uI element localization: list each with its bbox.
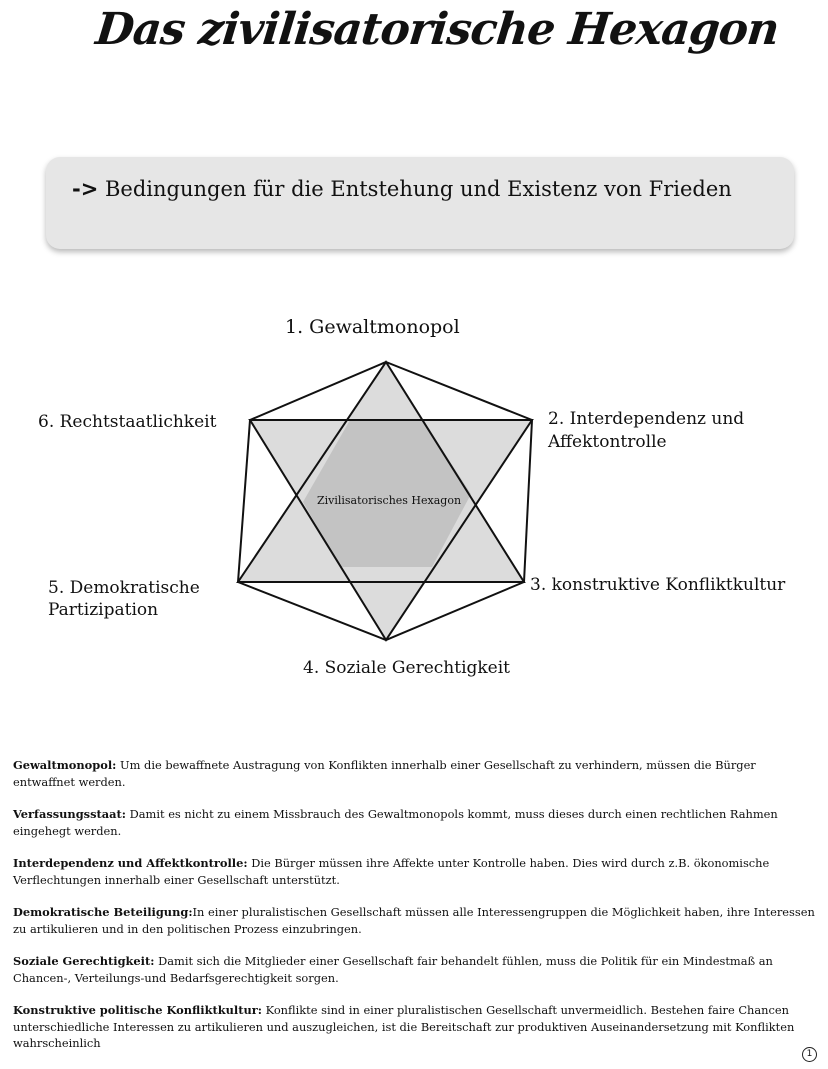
label-partizipation-line1: 5. Demokratische	[48, 578, 200, 598]
label-interdependenz-line1: 2. Interdependenz und	[548, 409, 745, 429]
hexagon-figure	[0, 290, 828, 700]
definition-term: Konstruktive politische Konfliktkultur:	[13, 1003, 262, 1017]
definition-text: In einer pluralistischen Gesellschaft müssen alle Interessengruppen die Möglichkeit haben, ihre Interessen zu artikulieren und in den politischen Prozess einzubringen.	[13, 905, 815, 936]
subtitle-callout	[46, 157, 794, 249]
definition-text: Die Bürger müssen ihre Affekte unter Kontrolle haben. Dies wird durch z.B. ökonomische Verflechtungen innerhalb einer Gesellschaft unterstützt.	[13, 856, 770, 887]
definition-item	[13, 1002, 821, 1052]
label-konfliktkultur: 3. konstruktive Konfliktkultur	[530, 575, 786, 595]
definition-term: Interdependenz und Affektkontrolle:	[13, 856, 248, 870]
definition-item	[13, 806, 821, 839]
definition-text: Damit es nicht zu einem Missbrauch des Gewaltmonopols kommt, muss dieses durch einen rechtlichen Rahmen eingehegt werden.	[13, 807, 778, 838]
definition-item	[13, 904, 821, 937]
definition-term: Verfassungsstaat:	[13, 807, 126, 821]
definition-item	[13, 855, 821, 888]
definition-term: Soziale Gerechtigkeit:	[13, 954, 155, 968]
page-title: Das zivilisatorische Hexagon	[93, 4, 781, 55]
label-partizipation-line2: Partizipation	[48, 600, 159, 620]
definition-text: Um die bewaffnete Austragung von Konflikten innerhalb einer Gesellschaft zu verhindern, müssen die Bürger entwaffnet werden.	[13, 758, 756, 789]
definition-item	[13, 953, 821, 986]
definition-text: Konflikte sind in einer pluralistischen Gesellschaft unvermeidlich. Bestehen faire Chancen unterschiedliche Interessen zu artikulieren und auszugleichen, ist die Bereitschaft zur produktiven Auseinandersetzung mit Konflikten wahrscheinlich	[13, 1003, 795, 1050]
callout-text	[66, 175, 734, 203]
page-number: 1	[802, 1047, 817, 1062]
label-interdependenz-line2: Affektontrolle	[548, 432, 667, 452]
definition-term: Gewaltmonopol:	[13, 758, 117, 772]
arrow-icon: ->	[72, 177, 99, 201]
definitions-list	[13, 757, 821, 1068]
definition-text: Damit sich die Mitglieder einer Gesellschaft fair behandelt fühlen, muss die Politik für ein Mindestmaß an Chancen-, Verteilungs-und Bedarfsgerechtigkeit sorgen.	[13, 954, 773, 985]
definition-item	[13, 757, 821, 790]
label-gewaltmonopol: 1. Gewaltmonopol	[285, 316, 460, 338]
hexagon-diagram	[0, 290, 828, 700]
label-rechtstaatlichkeit: 6. Rechtstaatlichkeit	[38, 412, 217, 432]
center-label: Zivilisatorisches Hexagon	[316, 494, 462, 507]
definition-term: Demokratische Beteiligung:	[13, 905, 193, 919]
callout-label: Bedingungen für die Entstehung und Existenz von Frieden	[105, 177, 732, 201]
label-soziale-gerechtigkeit: 4. Soziale Gerechtigkeit	[303, 658, 511, 678]
